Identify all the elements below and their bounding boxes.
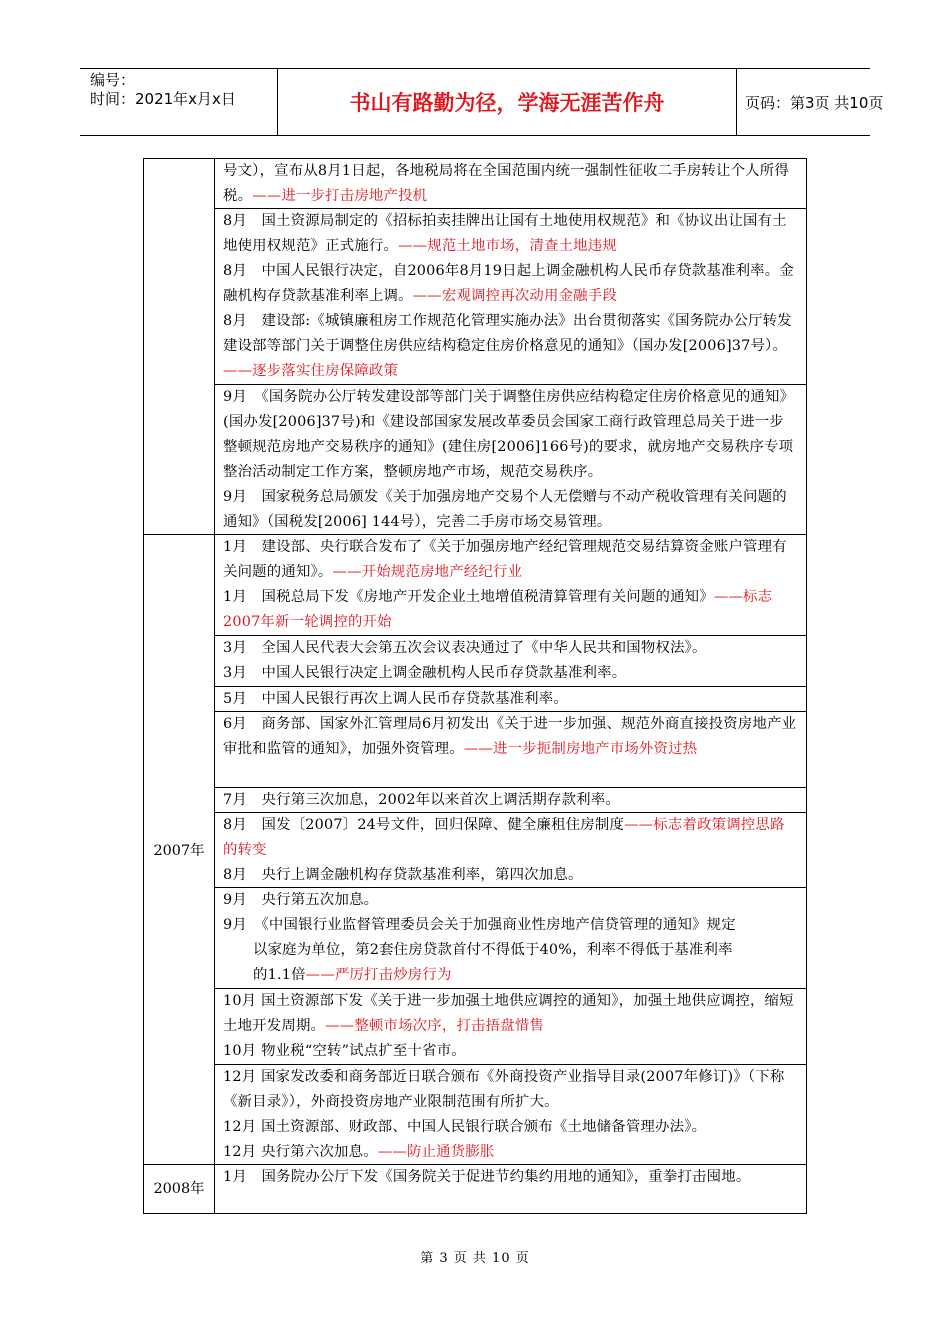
page-header — [80, 68, 884, 136]
header-meta — [80, 69, 278, 135]
entry-cell: 8月 国发〔2007〕24号文件，回归保障、健全廉租住房制度——标志着政策调控思路的转变 8月 央行上调金融机构存贷款基准利率，第四次加息。 — [223, 817, 785, 883]
year-label-2008: 2008年 — [153, 1181, 205, 1197]
header-motto: 书山有路勤为径，学海无涯苦作舟 — [278, 69, 737, 135]
entry-cell: 7月 央行第三次加息，2002年以来首次上调活期存款利率。 — [223, 792, 620, 808]
entry-cell: 12月 国家发改委和商务部近日联合颁布《外商投资产业指导目录(2007年修订)》（下称《新目录》），外商投资房地产业限制范围有所扩大。 12月 国土资源部、财政部、中国人民银行联合颁布《土地储备管理办法》。 12月 央行第六次加息。——防止通货膨胀 — [223, 1069, 785, 1160]
entry-cell: 8月 国土资源局制定的《招标拍卖挂牌出让国有土地使用权规范》和《协议出让国有土地使用权规范》正式施行。——规范土地市场，清查土地违规 8月 中国人民银行决定，自2006年8月19日起上调金融机构人民币存贷款基准利率。金融机构存贷款基准利率上调。——宏观调控再次动用金融手段 8月 建设部:《城镇廉租房工作规范化管理实施办法》出台贯彻落实《国务院办公厅转发建设部等部门关于调整住房供应结构稳定住房价格意见的通知》（国办发[2006]37号）。——逐步落实住房保障政策 — [223, 213, 794, 379]
policy-timeline-table — [143, 158, 807, 1214]
year-label-2007: 2007年 — [153, 843, 205, 859]
entry-cell: 5月 中国人民银行再次上调人民币存贷款基准利率。 — [223, 691, 568, 707]
entry-cell: 3月 全国人民代表大会第五次会议表决通过了《中华人民共和国物权法》。 3月 中国人民银行决定上调金融机构人民币存贷款基准利率。 — [223, 640, 707, 681]
entry-cell: 10月 国土资源部下发《关于进一步加强土地供应调控的通知》，加强土地供应调控，缩短土地开发周期。——整顿市场次序，打击捂盘惜售 10月 物业税“空转”试点扩至十省市。 — [223, 993, 794, 1059]
entry-cell: 1月 国务院办公厅下发《国务院关于促进节约集约用地的通知》，重拳打击囤地。 — [223, 1169, 751, 1185]
doc-number-label: 编号： — [90, 71, 136, 89]
page-footer: 第 3 页 共 10 页 — [420, 1251, 530, 1266]
doc-time-label: 时间：2021年x月x日 — [90, 90, 236, 108]
entry-cell: 1月 建设部、央行联合发布了《关于加强房地产经纪管理规范交易结算资金账户管理有关问题的通知》。——开始规范房地产经纪行业 1月 国税总局下发《房地产开发企业土地增值税清算管理有关问题的通知》——标志2007年新一轮调控的开始 — [223, 539, 787, 630]
entry-cell: 号文），宣布从8月1日起，各地税局将在全国范围内统一强制性征收二手房转让个人所得税。——进一步打击房地产投机 — [223, 163, 789, 204]
entry-cell: 9月 《国务院办公厅转发建设部等部门关于调整住房供应结构稳定住房价格意见的通知》(国办发[2006]37号)和《建设部国家发展改革委员会国家工商行政管理总局关于进一步整顿规范房地产交易秩序的通知》(建住房[2006]166号)的要求，就房地产交易秩序专项整治活动制定工作方案，整顿房地产市场，规范交易秩序。 9月 国家税务总局颁发《关于加强房地产交易个人无偿赠与不动产税收管理有关问题的通知》（国税发[2006] 144号），完善二手房市场交易管理。 — [223, 389, 795, 530]
header-page-info: 页码：第3页 共10页 — [745, 93, 884, 112]
entry-cell: 6月 商务部、国家外汇管理局6月初发出《关于进一步加强、规范外商直接投资房地产业审批和监管的通知》，加强外资管理。——进一步扼制房地产市场外资过热 — [223, 716, 797, 757]
entry-cell: 9月 央行第五次加息。 9月 《中国银行业监督管理委员会关于加强商业性房地产信贷管理的通知》规定 以家庭为单位，第2套住房贷款首付不得低于40%，利率不得低于基准利率 的1.1倍——严厉打击炒房行为 — [223, 892, 736, 983]
